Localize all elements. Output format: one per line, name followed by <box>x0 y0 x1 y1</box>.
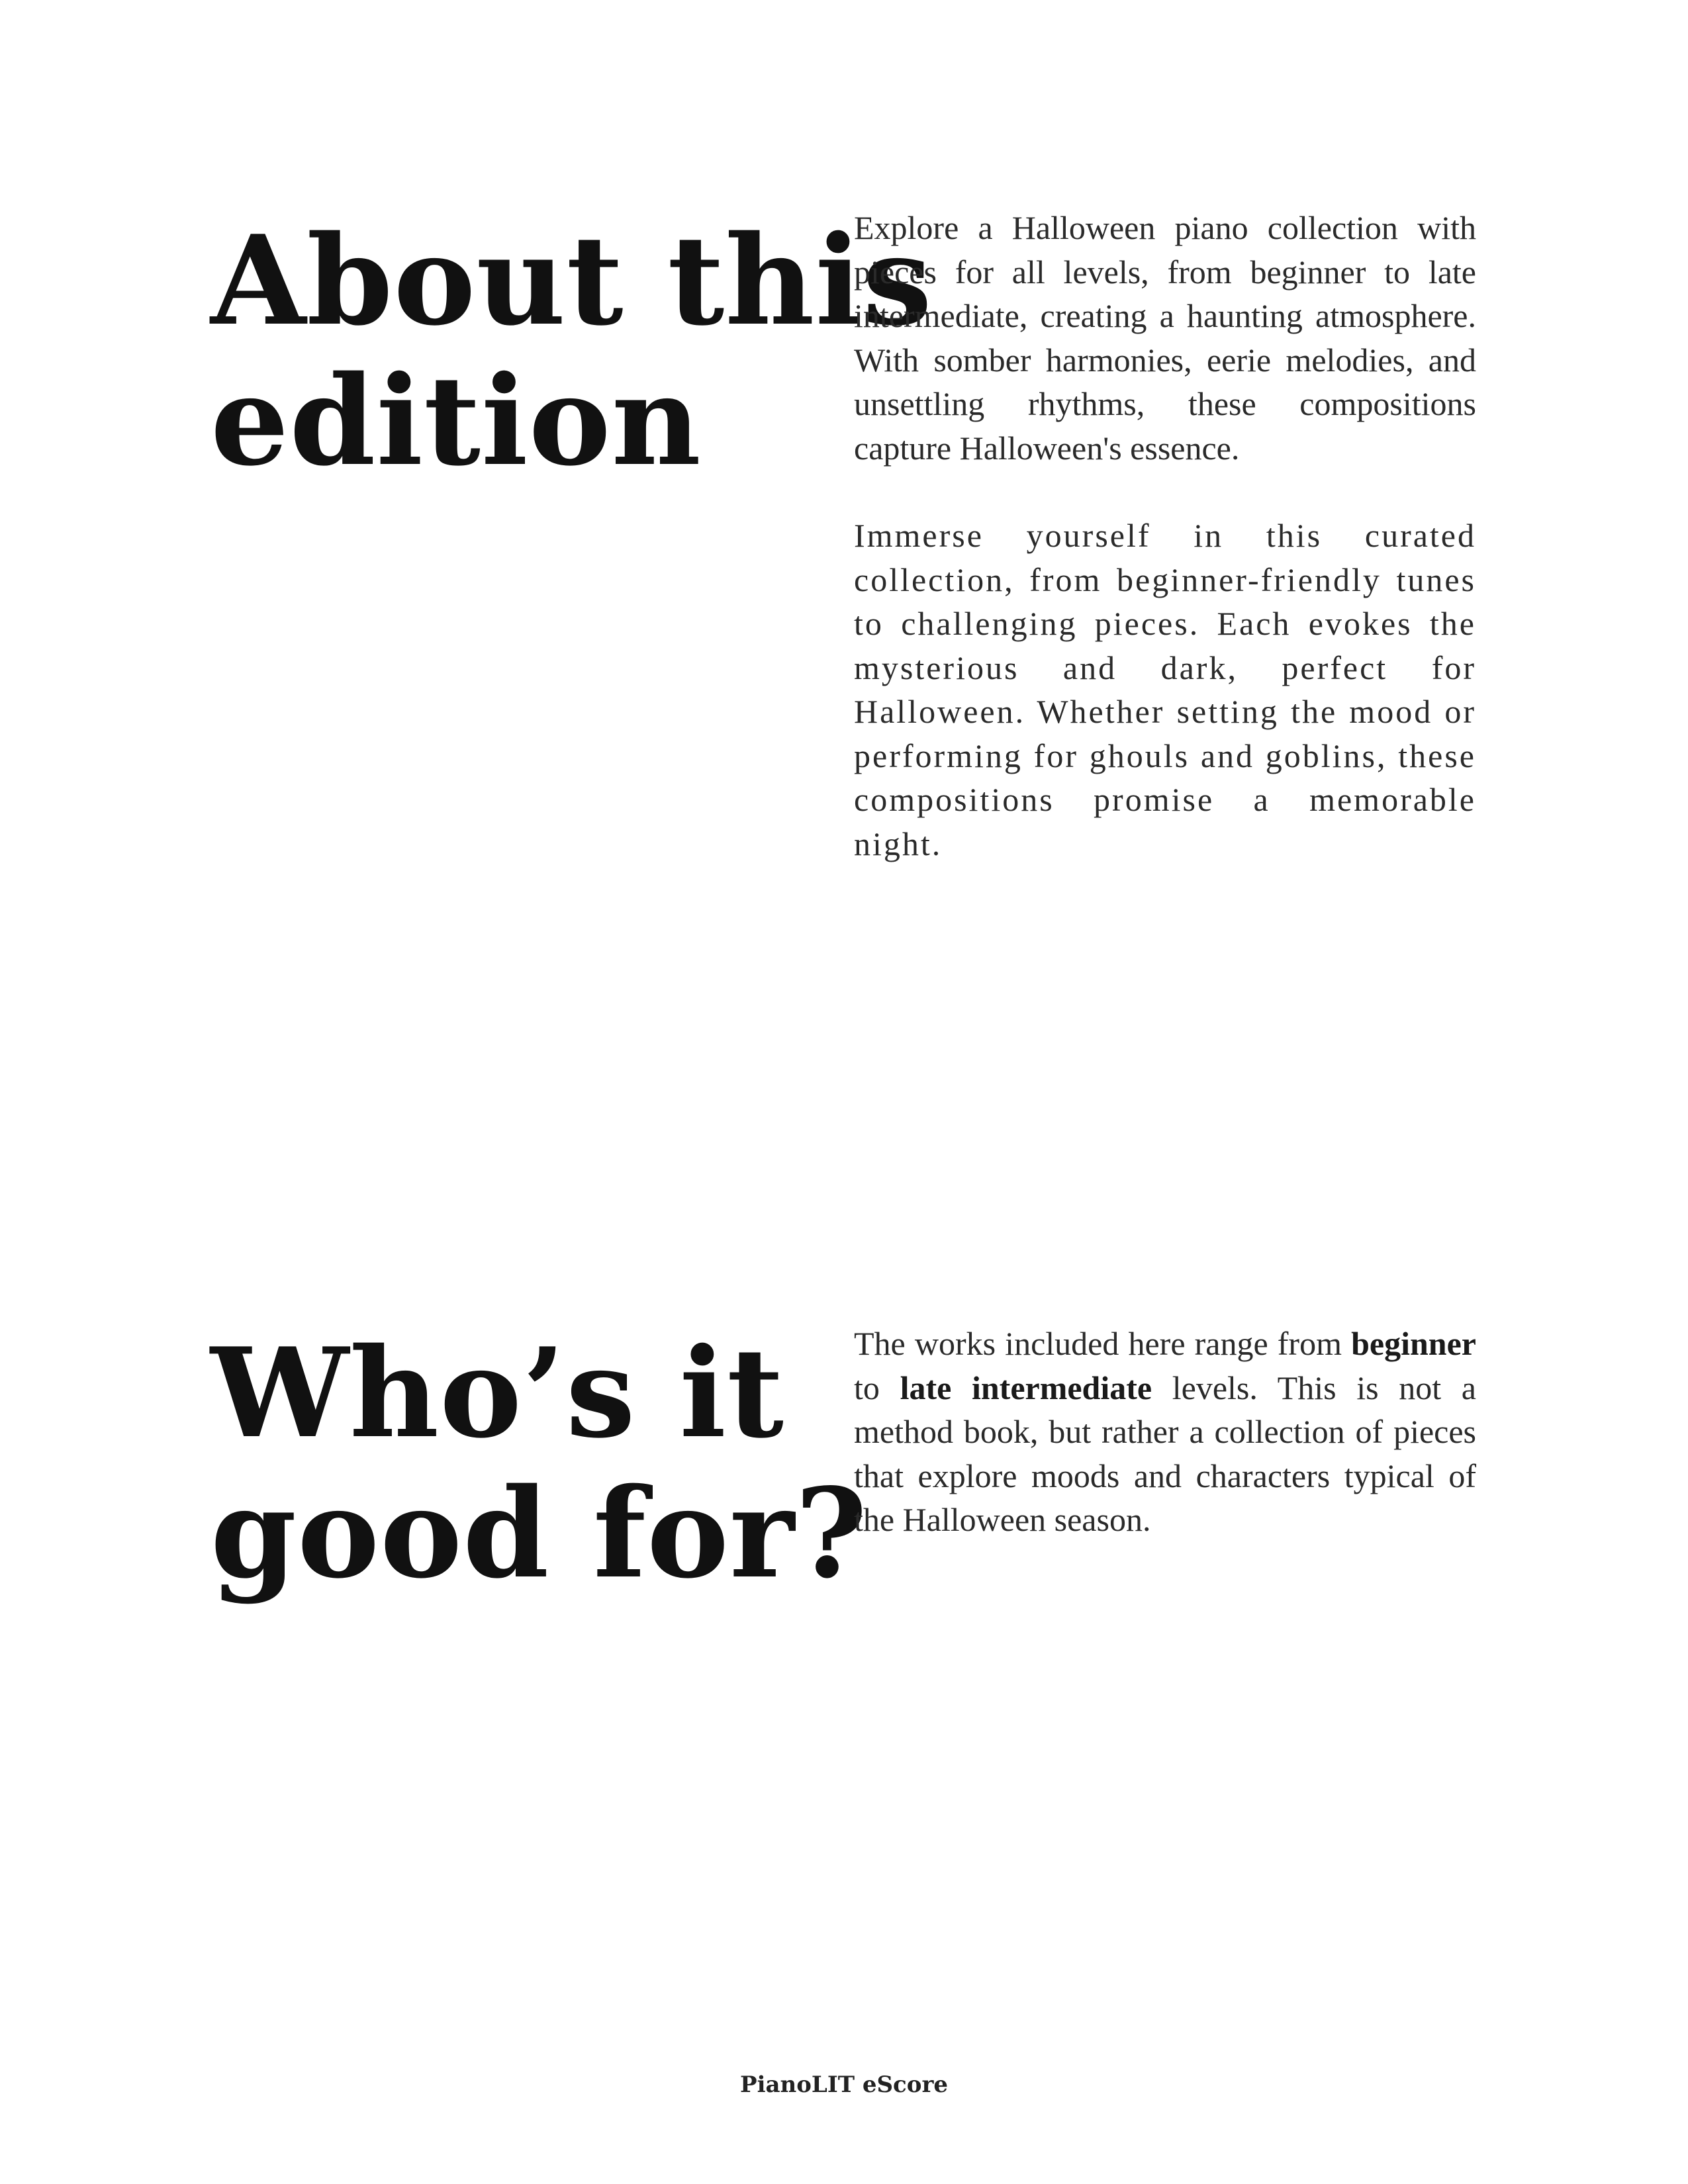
who-text-outro: levels. This is not a method book, but rather a collection of pieces that explore moods and characters typical of the Halloween season. <box>854 1369 1476 1538</box>
about-paragraph-1: Explore a Halloween piano collection with pieces for all levels, from beginner to late intermediate, creating a haunting atmosphere. With somber harmonies, eerie melodies, and unsettling rhythms, these compositions capture Halloween's essence. <box>854 209 1476 467</box>
about-heading <box>211 210 933 491</box>
who-heading-line-2: good for? <box>211 1461 868 1606</box>
level-beginner: beginner <box>1351 1325 1476 1362</box>
who-body <box>854 1322 1476 1542</box>
about-heading-line-2: edition <box>211 348 702 493</box>
about-paragraph-2: Immerse yourself in this curated collection, from beginner-friendly tunes to challenging pieces. Each evokes the mysterious and dark, perfect for Halloween. Whether setting the mood or performing for ghouls and goblins, these compositions promise a memorable night. <box>854 517 1476 862</box>
about-body <box>854 206 1476 866</box>
about-heading-line-1: About this <box>211 208 933 353</box>
footer-label: PianoLIT eScore <box>740 2071 948 2098</box>
who-text-intro: The works included here range from <box>854 1325 1352 1362</box>
who-heading-line-1: Who’s it <box>211 1320 784 1465</box>
who-text-between: to <box>854 1369 900 1406</box>
level-late-intermediate: late intermediate <box>900 1369 1152 1406</box>
who-heading <box>211 1320 868 1606</box>
who-paragraph <box>854 1322 1476 1542</box>
